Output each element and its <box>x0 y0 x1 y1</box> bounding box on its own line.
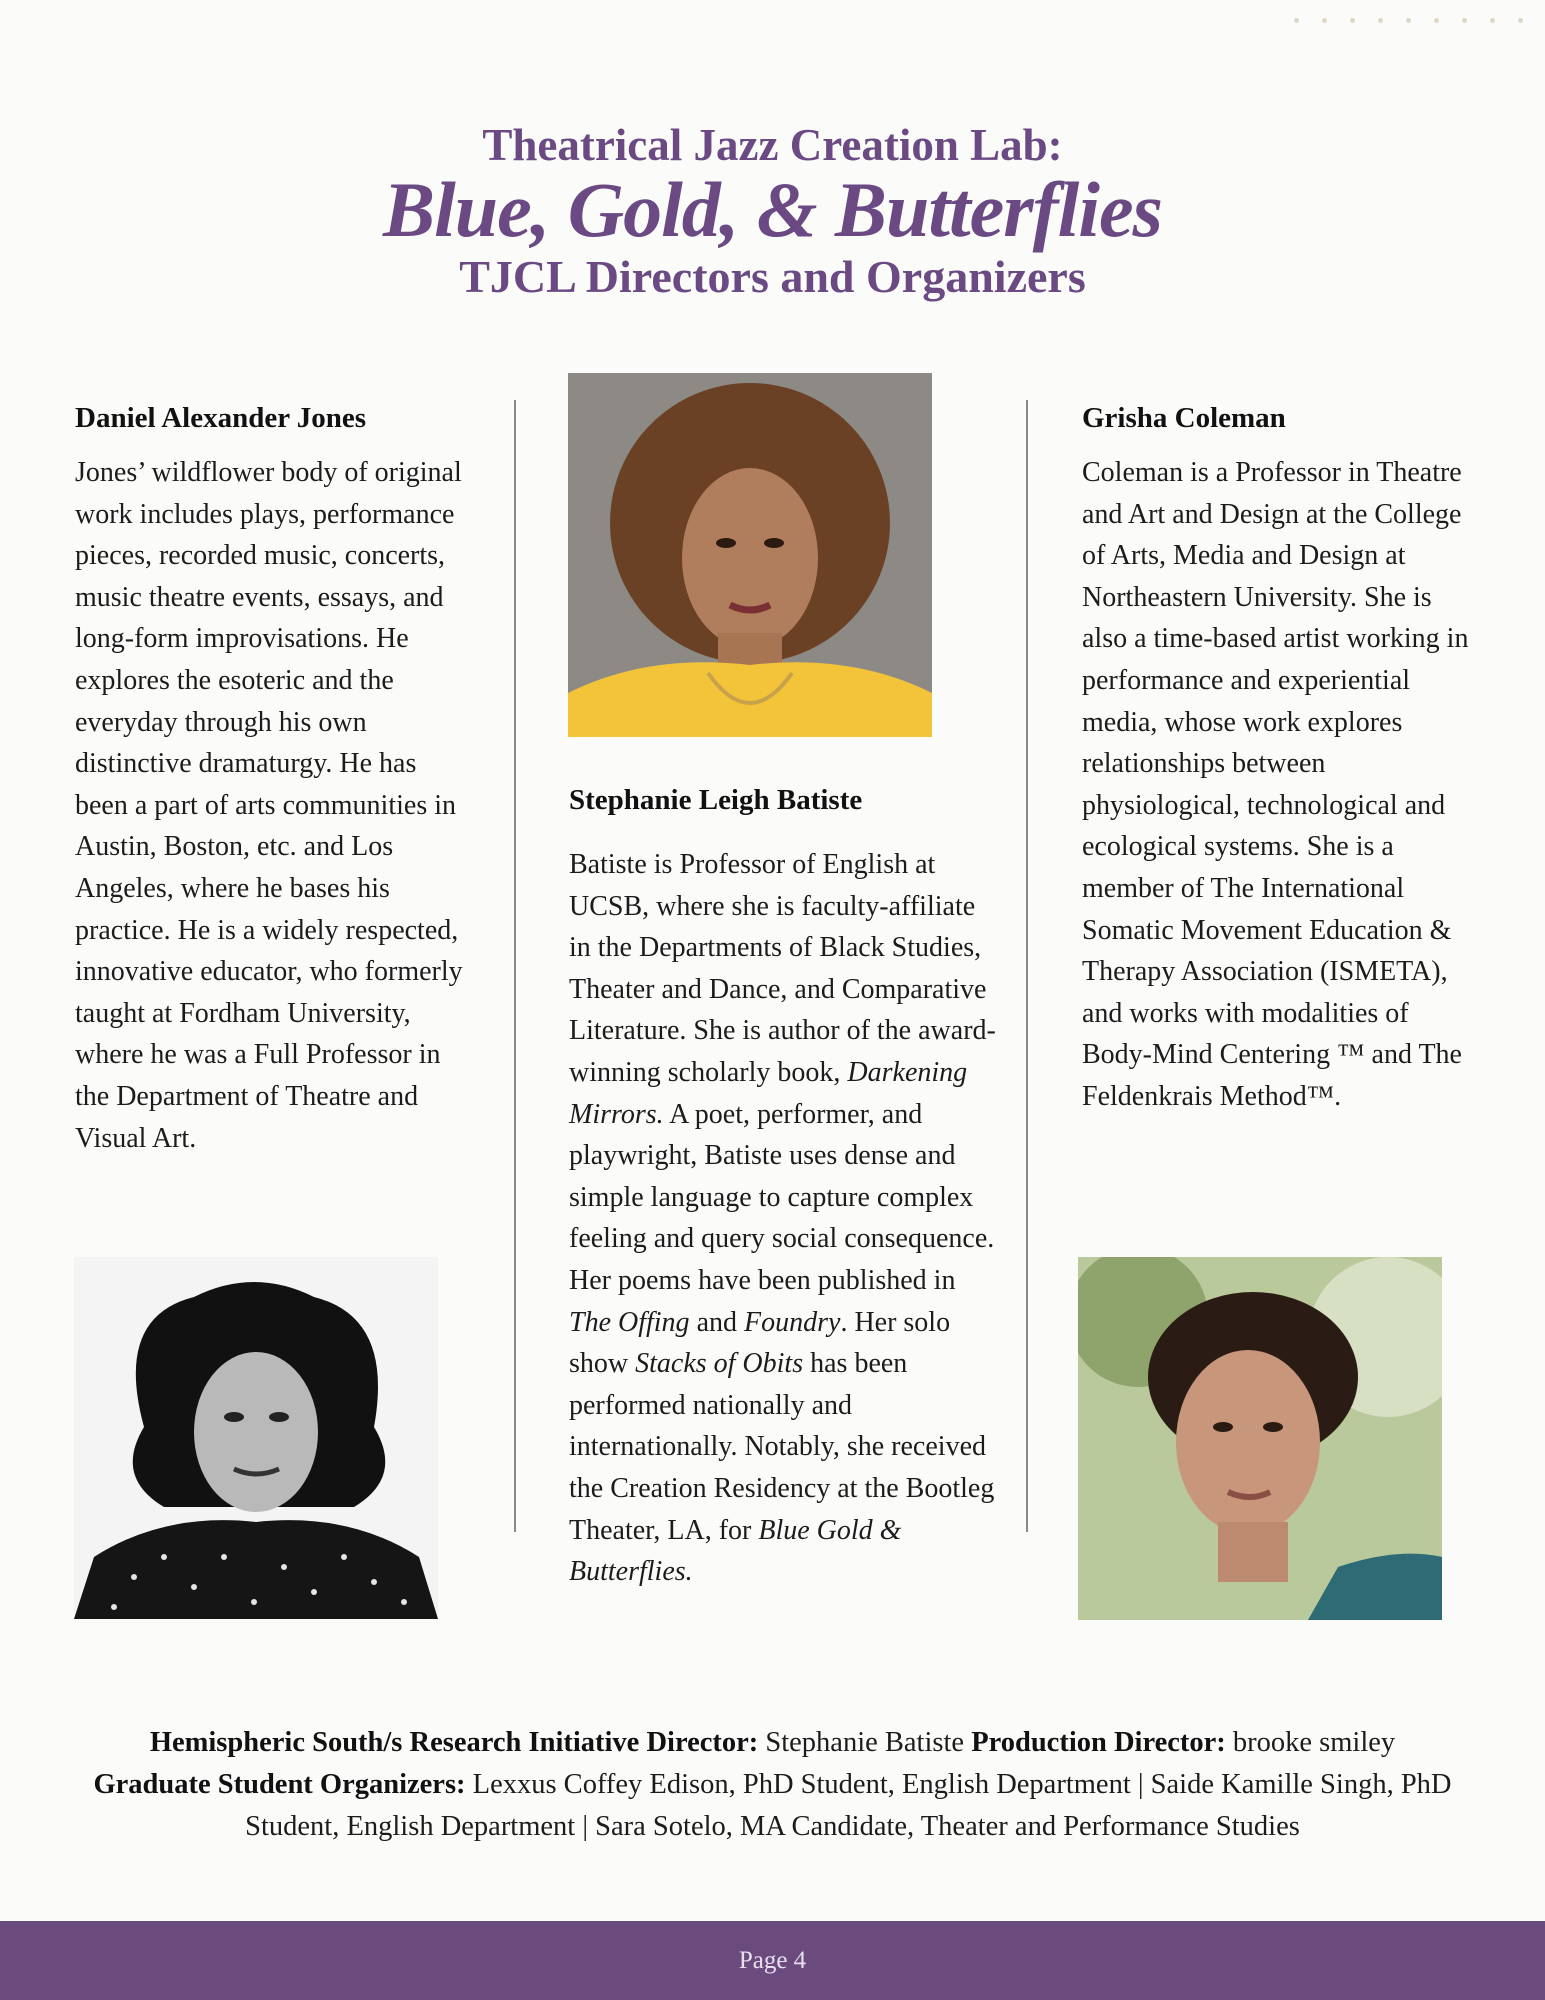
coleman-name: Grisha Coleman <box>1082 402 1286 434</box>
organizers-value: Lexxus Coffey Edison, PhD Student, English Department | Saide Kamille Singh, PhD Student, English Department | Sara Sotelo, MA Candidate, Theater and Performance Studies <box>245 1769 1452 1842</box>
organizers-label: Graduate Student Organizers: <box>93 1769 466 1800</box>
production-value: brooke smiley <box>1225 1727 1396 1758</box>
decorative-dots <box>1294 18 1523 23</box>
director-value: Stephanie Batiste <box>758 1727 972 1758</box>
book-title: Darkening Mirrors. <box>569 1056 968 1130</box>
show-title: Stacks of Obits <box>635 1348 804 1380</box>
column-divider-left <box>514 400 516 1532</box>
coleman-section <box>1082 398 1482 1118</box>
publication-title: Foundry <box>744 1306 841 1338</box>
header-subtitle: TJCL Directors and Organizers <box>459 251 1086 302</box>
batiste-section <box>569 780 999 1593</box>
batiste-bio-text: and <box>689 1306 744 1338</box>
director-label: Hemispheric South/s Research Initiative Director: <box>149 1727 759 1758</box>
jones-bio: Jones’ wildflower body of original work includes plays, performance pieces, recorded music, concerts, music theatre events, essays, and long-form improvisations. He explores the esoteric and the everyday through his own distinctive dramaturgy. He has been a part of arts communities in Austin, Boston, etc. and Los Angeles, where he bases his practice. He is a widely respected, innovative educator, who formerly taught at Fordham University, where he was a Full Professor in the Department of Theatre and Visual Art. <box>75 457 463 1154</box>
page-number: Page 4 <box>738 1947 807 1974</box>
page-footer-bar <box>0 1921 1545 2000</box>
credits <box>60 1722 1485 1848</box>
jones-photo <box>74 1257 438 1619</box>
production-label: Production Director: <box>971 1727 1226 1758</box>
batiste-photo <box>568 373 932 737</box>
batiste-bio-text: A poet, performer, and playwright, Batiste uses dense and simple language to capture complex feeling and query social consequence. Her poems have been published in <box>569 1098 995 1296</box>
header-line1: Theatrical Jazz Creation Lab: <box>482 120 1063 170</box>
batiste-bio <box>569 844 999 1593</box>
page-header <box>0 118 1545 306</box>
batiste-bio-text: . Her solo show <box>569 1306 951 1380</box>
coleman-photo <box>1078 1257 1442 1620</box>
publication-title: The Offing <box>569 1306 690 1338</box>
column-divider-right <box>1026 400 1028 1532</box>
work-title: Blue Gold & Butterflies. <box>569 1514 902 1588</box>
header-title: Blue, Gold, & Butterflies <box>383 166 1162 253</box>
jones-section <box>75 398 465 1159</box>
batiste-name: Stephanie Leigh Batiste <box>569 784 863 816</box>
batiste-bio-text: Batiste is Professor of English at UCSB, where she is faculty-affiliate in the Departments of Black Studies, Theater and Dance, and Comparative Literature. She is author of the award-winning scholarly book, <box>569 849 996 1088</box>
batiste-bio-text: has been performed nationally and internationally. Notably, she received the Creation Residency at the Bootleg Theater, LA, for <box>569 1348 995 1546</box>
credits-line-organizers <box>60 1764 1485 1848</box>
coleman-bio: Coleman is a Professor in Theatre and Art and Design at the College of Arts, Media and Design at Northeastern University. She is also a time-based artist working in performance and experiential media, whose work explores relationships between physiological, technological and ecological systems. She is a member of The International Somatic Movement Education & Therapy Association (ISMETA), and works with modalities of Body-Mind Centering ™ and The Feldenkrais Method™. <box>1082 457 1469 1112</box>
credits-line-directors <box>60 1722 1485 1764</box>
jones-name: Daniel Alexander Jones <box>75 402 367 434</box>
